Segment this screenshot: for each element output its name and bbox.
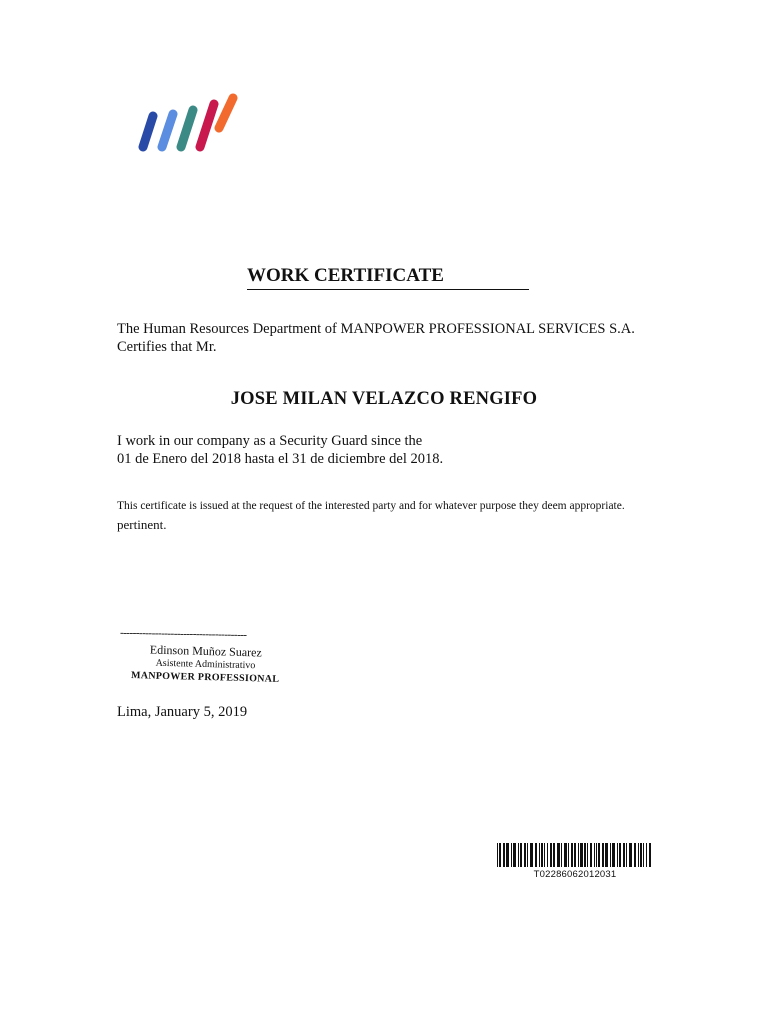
work-line-1: I work in our company as a Security Guard since the: [117, 433, 423, 449]
barcode-bar: [557, 843, 560, 867]
barcode-bar: [587, 843, 588, 867]
barcode-bar: [626, 843, 627, 867]
barcode-bar: [610, 843, 611, 867]
barcode-bar: [584, 843, 586, 867]
barcode-bar: [530, 843, 533, 867]
barcode-bar: [553, 843, 555, 867]
signatory-name: Edinson Muñoz Suarez: [149, 642, 262, 660]
signature-block: [118, 642, 294, 687]
barcode-bar: [541, 843, 543, 867]
note-line-2: pertinent.: [117, 517, 167, 532]
barcode-bar: [596, 843, 597, 867]
logo-stripe: [143, 116, 153, 147]
barcode-bar: [520, 843, 522, 867]
intro-line-2: Certifies that Mr.: [117, 339, 217, 355]
barcode-bar: [646, 843, 647, 867]
barcode-bar: [497, 843, 498, 867]
barcode-bar: [571, 843, 573, 867]
barcode-bar: [629, 843, 632, 867]
barcode-bar: [513, 843, 516, 867]
barcode-bar: [580, 843, 583, 867]
manpower-logo: [130, 90, 250, 160]
barcode-bar: [590, 843, 592, 867]
certificate-title: WORK CERTIFICATE: [247, 265, 529, 290]
barcode-bar: [640, 843, 642, 867]
barcode-bar: [503, 843, 505, 867]
barcode-bar: [619, 843, 621, 867]
barcode-bar: [544, 843, 545, 867]
barcode-bar: [568, 843, 569, 867]
logo-stripe: [162, 114, 173, 147]
barcode-bar: [511, 843, 512, 867]
barcode-bar: [578, 843, 579, 867]
barcode-bar: [623, 843, 625, 867]
logo-stripe: [181, 110, 193, 147]
barcode-bar: [649, 843, 651, 867]
barcode-bar: [527, 843, 528, 867]
barcode-bar: [574, 843, 576, 867]
barcode-number: T02286062012031: [533, 869, 617, 880]
barcode-bar: [617, 843, 618, 867]
employee-name: JOSE MILAN VELAZCO RENGIFO: [230, 389, 538, 409]
barcode-bar: [612, 843, 615, 867]
barcode-bar: [605, 843, 608, 867]
signatory-role: Asistente Administrativo: [155, 657, 256, 672]
barcode-bar: [506, 843, 509, 867]
signatory-company: MANPOWER PROFESSIONAL: [130, 670, 280, 685]
barcode-bar: [524, 843, 526, 867]
note-line-1: This certificate is issued at the request of the interested party and for whatever purpose they deem appropriate.: [117, 500, 625, 512]
barcode-bar: [539, 843, 540, 867]
barcode-bar: [643, 843, 644, 867]
barcode-bar: [602, 843, 604, 867]
barcode-bar: [518, 843, 519, 867]
barcode-bar: [634, 843, 636, 867]
date-line: Lima, January 5, 2019: [117, 704, 248, 720]
barcode-bar: [547, 843, 548, 867]
logo-stripe: [200, 104, 214, 147]
work-line-2: 01 de Enero del 2018 hasta el 31 de diciembre del 2018.: [117, 451, 444, 467]
barcode-bar: [564, 843, 567, 867]
barcode: [497, 843, 653, 867]
intro-line-1: The Human Resources Department of MANPOWER PROFESSIONAL SERVICES S.A.: [117, 321, 635, 337]
barcode-bar: [598, 843, 600, 867]
barcode-bar: [535, 843, 537, 867]
barcode-bar: [594, 843, 595, 867]
barcode-bar: [561, 843, 562, 867]
signature-line: ----------------------------------------: [119, 626, 247, 642]
barcode-bar: [550, 843, 552, 867]
logo-stripe: [219, 98, 233, 128]
barcode-bar: [499, 843, 501, 867]
barcode-bar: [638, 843, 639, 867]
